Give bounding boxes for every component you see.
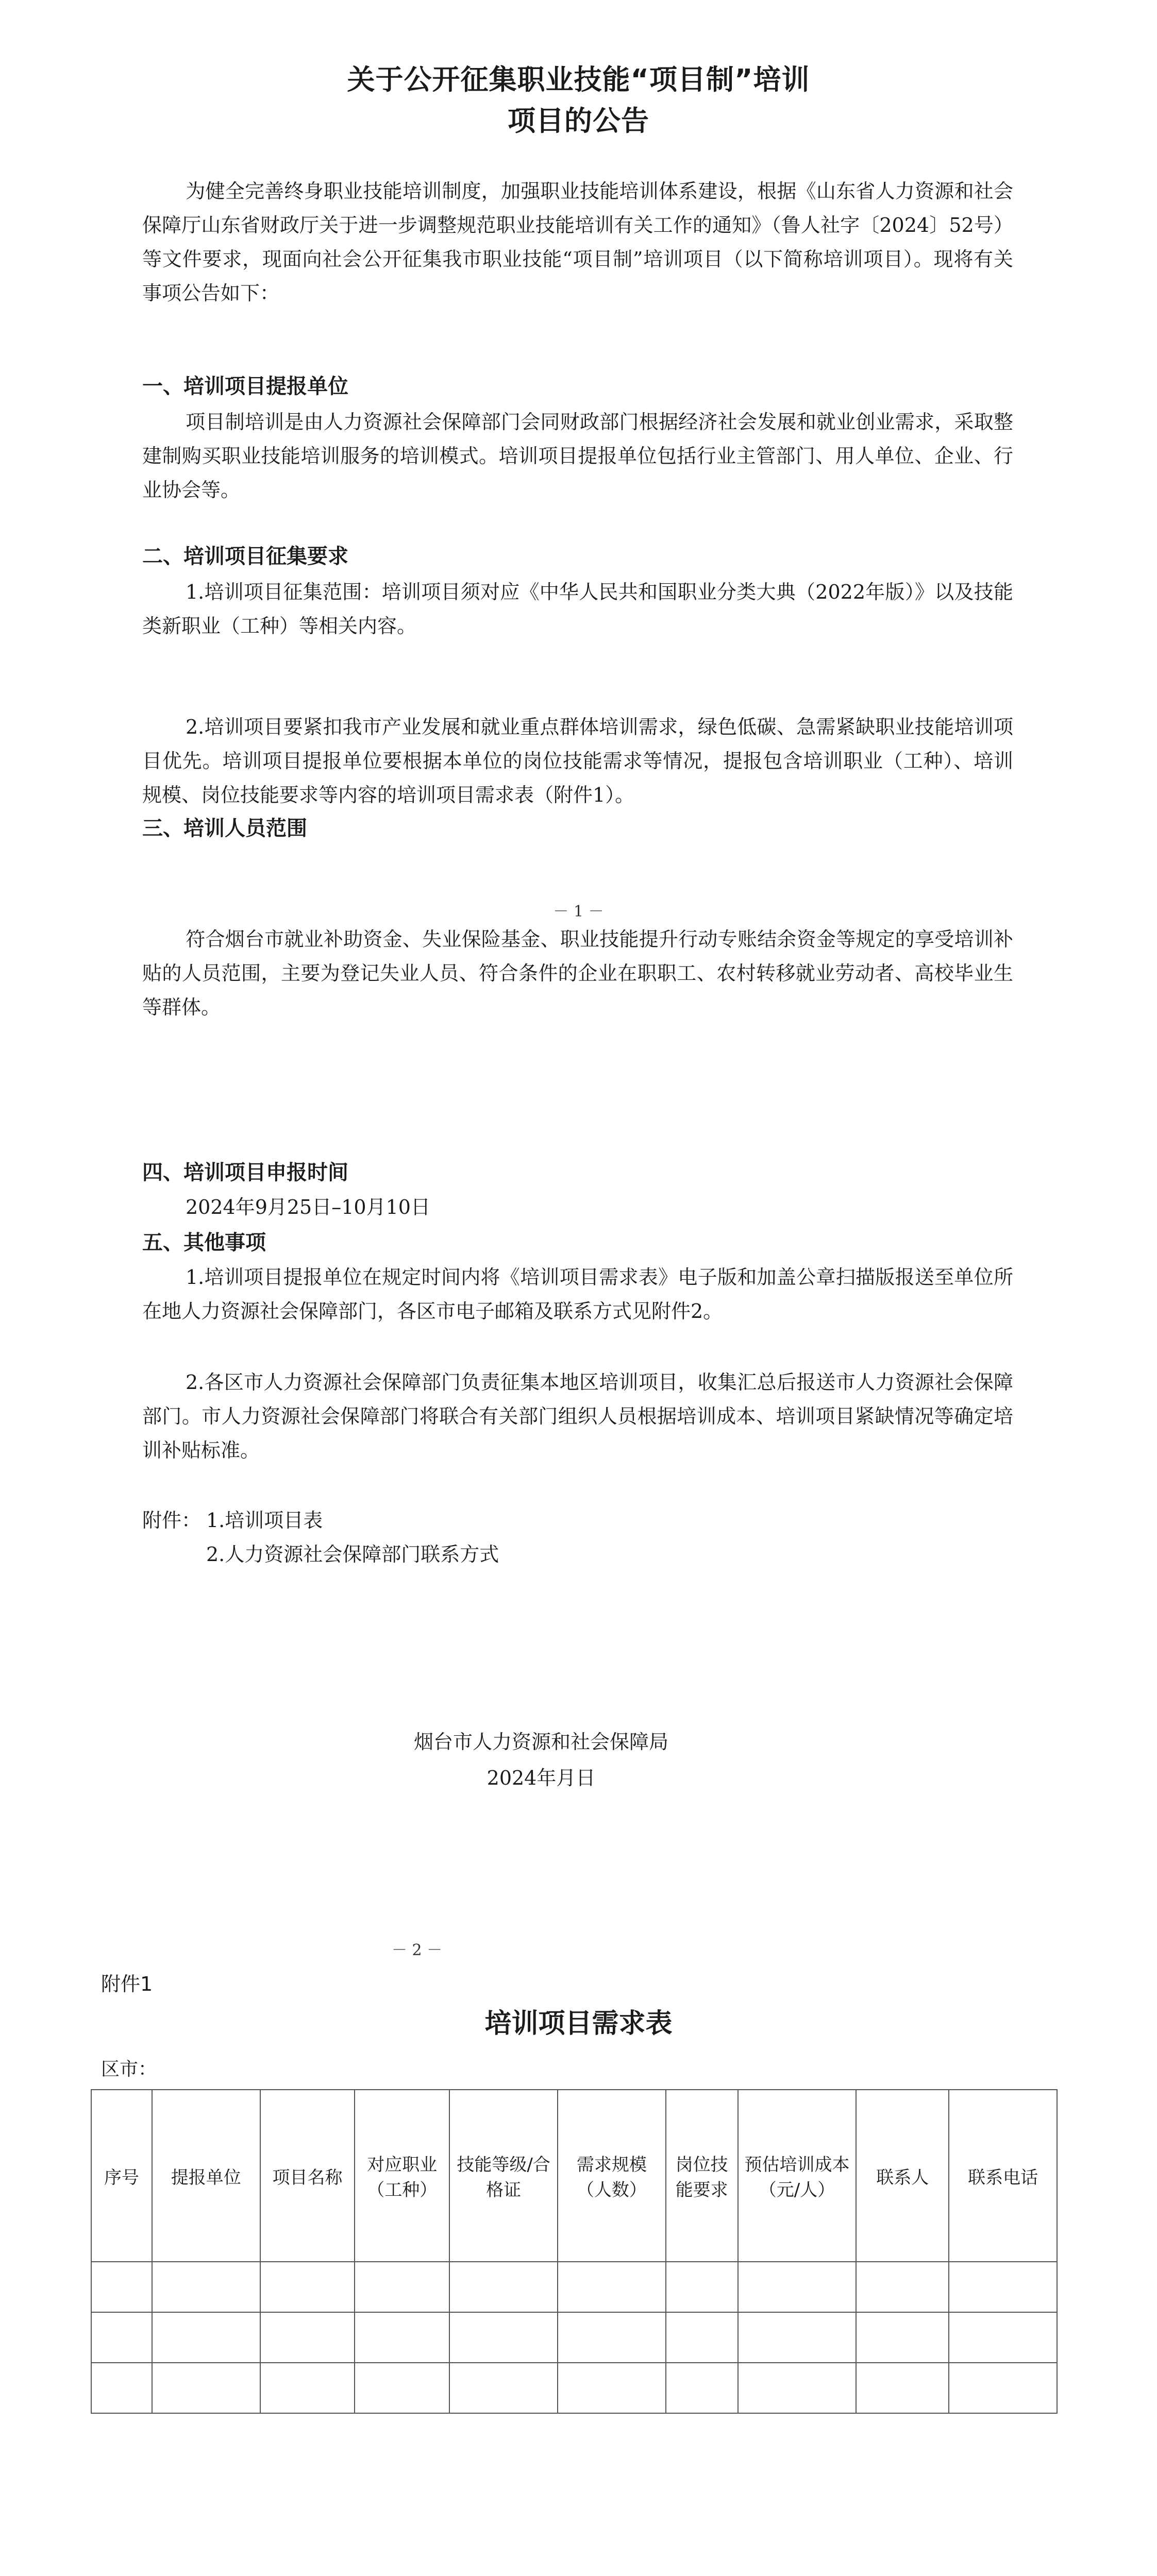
region-label: 区市： <box>101 2059 157 2080</box>
section1-heading: 一、培训项目提报单位 <box>142 375 348 398</box>
demand-table-header-row <box>91 2090 1057 2262</box>
table-cell <box>355 2312 449 2363</box>
table-cell <box>949 2363 1057 2413</box>
header-cell: 联系人 <box>856 2090 949 2262</box>
table-row <box>91 2363 1057 2413</box>
table-cell <box>856 2363 949 2413</box>
table-cell <box>738 2262 857 2312</box>
section5-heading: 五、其他事项 <box>142 1231 266 1255</box>
table-cell <box>152 2262 260 2312</box>
table-cell <box>558 2312 666 2363</box>
section2-heading: 二、培训项目征集要求 <box>142 545 348 568</box>
table-cell <box>738 2363 857 2413</box>
table-cell <box>91 2312 152 2363</box>
notice-title-line2: 项目的公告 <box>508 105 649 137</box>
section3-heading: 三、培训人员范围 <box>142 817 307 840</box>
table-cell <box>856 2312 949 2363</box>
header-cell: 项目名称 <box>260 2090 355 2262</box>
table-row <box>91 2262 1057 2312</box>
section2-paragraph-2: 2.培训项目要紧扣我市产业发展和就业重点群体培训需求，绿色低碳、急需紧缺职业技能培训项目优先。培训项目提报单位要根据本单位的岗位技能需求等情况，提报包含培训职业（工种）、培训规模、岗位技能要求等内容的培训项目需求表（附件1）。 <box>142 716 1013 806</box>
section2-paragraph-1: 1.培训项目征集范围：培训项目须对应《中华人民共和国职业分类大典（2022年版）》以及技能类新职业（工种）等相关内容。 <box>142 581 1013 637</box>
header-cell: 对应职业（工种） <box>355 2090 449 2262</box>
table-cell <box>355 2262 449 2312</box>
section4-heading: 四、培训项目申报时间 <box>142 1161 348 1184</box>
section3-paragraph: 符合烟台市就业补助资金、失业保险基金、职业技能提升行动专账结余资金等规定的享受培训补贴的人员范围，主要为登记失业人员、符合条件的企业在职职工、农村转移就业劳动者、高校毕业生等群体。 <box>142 928 1013 1019</box>
section1-paragraph: 项目制培训是由人力资源社会保障部门会同财政部门根据经济社会发展和就业创业需求，采取整建制购买职业技能培训服务的培训模式。培训项目提报单位包括行业主管部门、用人单位、企业、行业协会等。 <box>142 411 1013 501</box>
table-cell <box>949 2262 1057 2312</box>
page-number-1: － 1 － <box>553 903 604 921</box>
table-cell <box>91 2363 152 2413</box>
table-cell <box>449 2262 558 2312</box>
table-cell <box>260 2363 355 2413</box>
table-cell <box>666 2363 738 2413</box>
header-cell: 技能等级/合格证 <box>449 2090 558 2262</box>
table-cell <box>558 2363 666 2413</box>
header-cell: 联系电话 <box>949 2090 1057 2262</box>
page-number-2: － 2 － <box>392 1941 443 1959</box>
demand-table <box>91 2089 1058 2414</box>
table-cell <box>260 2262 355 2312</box>
header-cell: 岗位技能要求 <box>666 2090 738 2262</box>
demand-table-title: 培训项目需求表 <box>484 2008 673 2039</box>
table-cell <box>449 2312 558 2363</box>
table-cell <box>949 2312 1057 2363</box>
table-cell <box>91 2262 152 2312</box>
table-cell <box>152 2363 260 2413</box>
issuer-name: 烟台市人力资源和社会保障局 <box>413 1731 668 1753</box>
header-cell: 预估培训成本（元/人） <box>738 2090 857 2262</box>
table-cell <box>856 2262 949 2312</box>
table-cell <box>666 2262 738 2312</box>
section5-paragraph-1: 1.培训项目提报单位在规定时间内将《培训项目需求表》电子版和加盖公章扫描版报送至单位所在地人力资源社会保障部门，各区市电子邮箱及联系方式见附件2。 <box>142 1266 1013 1323</box>
section5-paragraph-2: 2.各区市人力资源社会保障部门负责征集本地区培训项目，收集汇总后报送市人力资源社会保障部门。市人力资源社会保障部门将联合有关部门组织人员根据培训成本、培训项目紧缺情况等确定培训补贴标准。 <box>142 1371 1013 1462</box>
attachment-item-1: 1.培训项目表 <box>206 1509 323 1532</box>
table-cell <box>558 2262 666 2312</box>
annex1-label: 附件1 <box>101 1973 153 1995</box>
notice-title-line1: 关于公开征集职业技能“项目制”培训 <box>347 63 810 96</box>
issue-date: 2024年月日 <box>487 1767 596 1789</box>
header-cell: 提报单位 <box>152 2090 260 2262</box>
header-cell: 需求规模（人数） <box>558 2090 666 2262</box>
section4-paragraph: 2024年9月25日–10月10日 <box>186 1196 430 1218</box>
table-cell <box>449 2363 558 2413</box>
table-cell <box>355 2363 449 2413</box>
attachment-item-2: 2.人力资源社会保障部门联系方式 <box>206 1543 499 1566</box>
table-cell <box>738 2312 857 2363</box>
header-cell: 序号 <box>91 2090 152 2262</box>
intro-paragraph: 为健全完善终身职业技能培训制度，加强职业技能培训体系建设，根据《山东省人力资源和社会保障厅山东省财政厅关于进一步调整规范职业技能培训有关工作的通知》（鲁人社字〔2024〕52号）等文件要求，现面向社会公开征集我市职业技能“项目制”培训项目（以下简称培训项目）。现将有关事项公告如下： <box>142 180 1013 304</box>
attachments-label: 附件： <box>142 1509 202 1532</box>
table-row <box>91 2312 1057 2363</box>
table-cell <box>152 2312 260 2363</box>
table-cell <box>260 2312 355 2363</box>
table-cell <box>666 2312 738 2363</box>
